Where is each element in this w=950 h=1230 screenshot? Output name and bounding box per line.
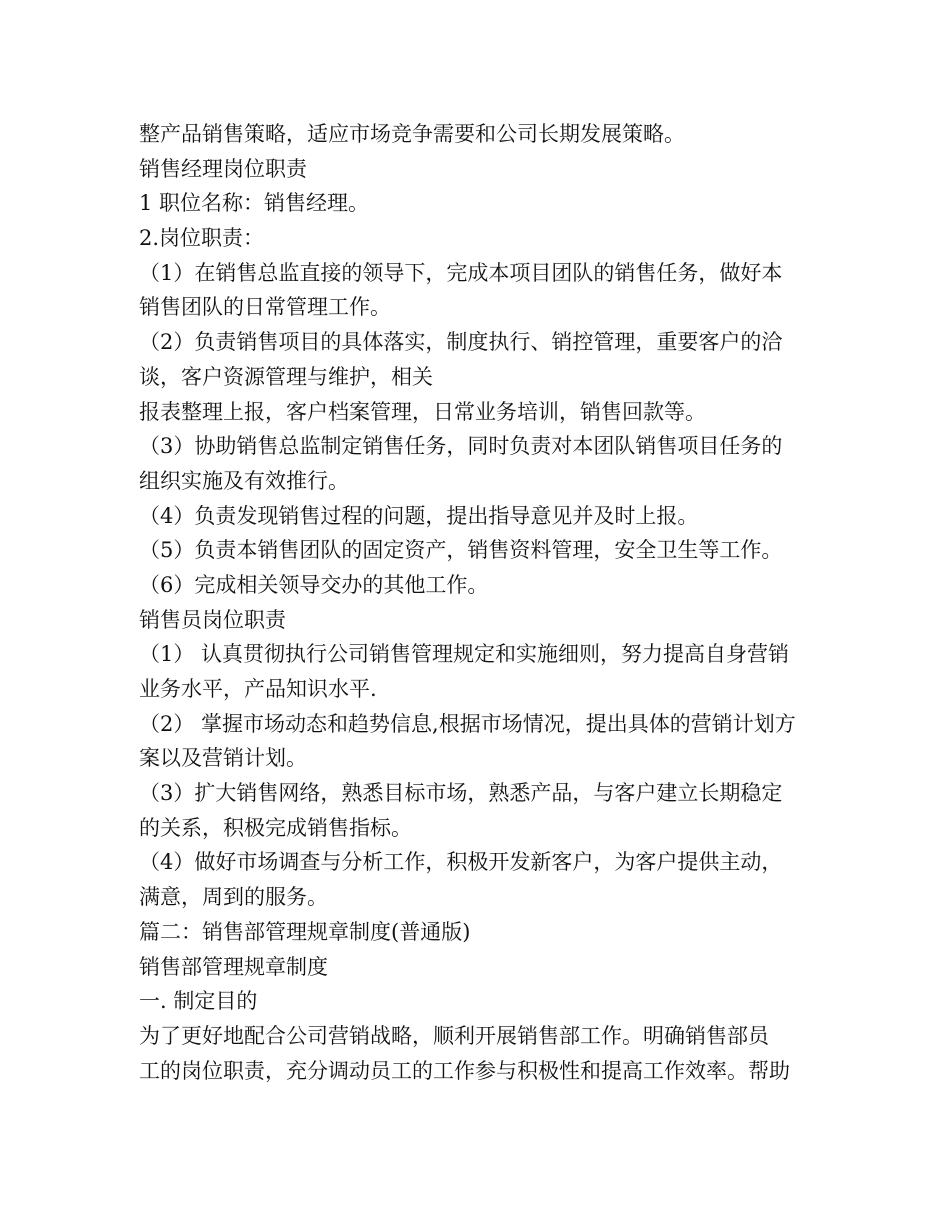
text-line: 1 职位名称：销售经理。 xyxy=(139,191,370,216)
text-line: （3）协助销售总监制定销售任务，同时负责对本团队销售项目任务的 xyxy=(139,434,783,459)
text-line: 业务水平，产品知识水平. xyxy=(139,677,377,701)
text-line: 的关系，积极完成销售指标。 xyxy=(139,815,412,840)
text-line: 报表整理上报，客户档案管理，日常业务培训，销售回款等。 xyxy=(139,399,706,424)
text-line: 销售团队的日常管理工作。 xyxy=(139,295,391,320)
text-line: 整产品销售策略，适应市场竞争需要和公司长期发展策略。 xyxy=(139,122,685,146)
text-line: （1）在销售总监直接的领导下，完成本项目团队的销售任务，做好本 xyxy=(139,260,783,285)
text-line: 一. 制定目的 xyxy=(139,989,258,1014)
text-line: 案以及营销计划。 xyxy=(139,746,307,771)
text-line: 工的岗位职责，充分调动员工的工作参与积极性和提高工作效率。帮助 xyxy=(139,1058,790,1083)
text-line: 组织实施及有效推行。 xyxy=(139,468,349,493)
section-heading: 销售经理岗位职责 xyxy=(139,156,307,181)
section-heading: 篇二：销售部管理规章制度(普通版) xyxy=(139,919,471,944)
text-line: （5）负责本销售团队的固定资产，销售资料管理，安全卫生等工作。 xyxy=(139,538,783,563)
text-line: （3）扩大销售网络，熟悉目标市场，熟悉产品，与客户建立长期稳定 xyxy=(139,781,783,806)
text-line: （4）负责发现销售过程的问题，提出指导意见并及时上报。 xyxy=(139,503,699,528)
text-line: （4）做好市场调查与分析工作，积极开发新客户，为客户提供主动， xyxy=(139,850,783,875)
text-line: 满意，周到的服务。 xyxy=(139,885,328,910)
section-heading: 销售员岗位职责 xyxy=(139,607,286,632)
section-heading: 销售部管理规章制度 xyxy=(139,954,328,979)
text-line: （2）负责销售项目的具体落实，制度执行、销控管理，重要客户的洽 xyxy=(139,330,783,355)
text-line: 2.岗位职责： xyxy=(139,226,265,251)
text-line: （1） 认真贯彻执行公司销售管理规定和实施细则，努力提高自身营销 xyxy=(139,642,790,667)
text-line: （6）完成相关领导交办的其他工作。 xyxy=(139,572,489,597)
text-line: （2） 掌握市场动态和趋势信息,根据市场情况，提出具体的营销计划方 xyxy=(139,711,796,736)
text-line: 谈，客户资源管理与维护，相关 xyxy=(139,364,433,389)
text-line: 为了更好地配合公司营销战略，顺利开展销售部工作。明确销售部员 xyxy=(139,1023,769,1048)
